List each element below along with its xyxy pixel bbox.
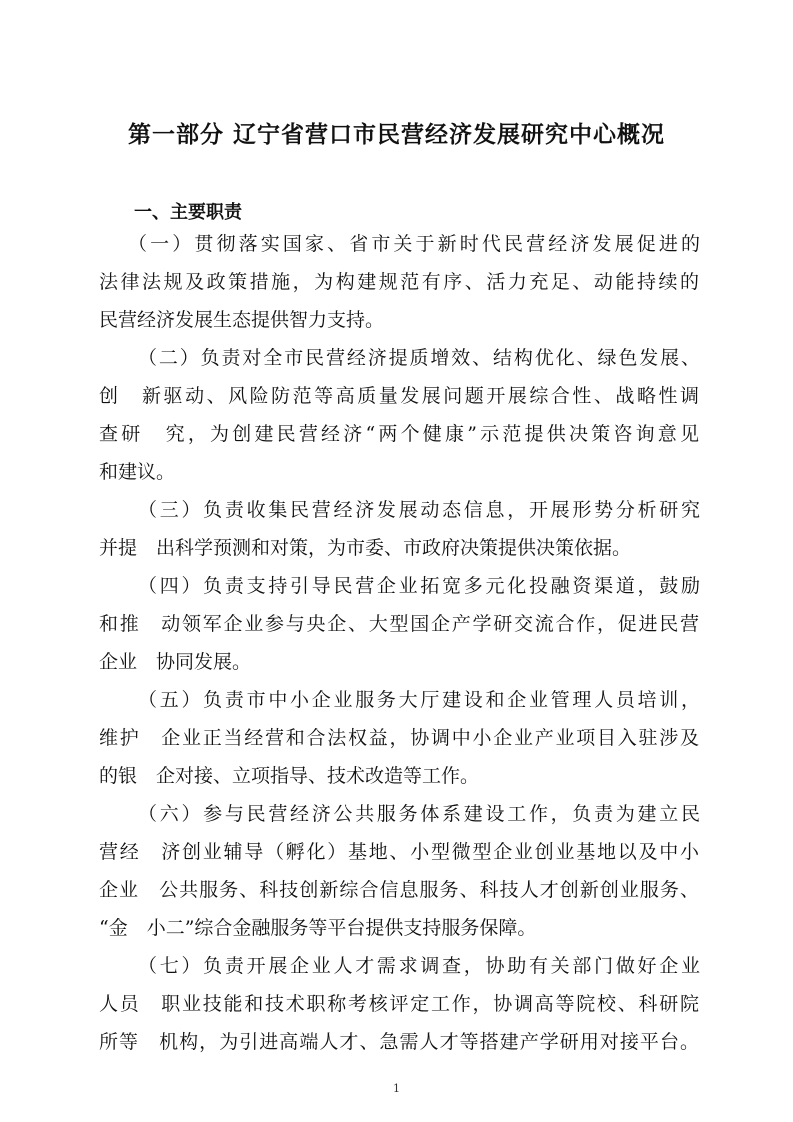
page-number: 1 bbox=[393, 1082, 400, 1095]
paragraph-line: （二）负责对全市民营经济提质增效、结构优化、绿色发展、 bbox=[138, 347, 700, 369]
paragraph-line: 民营经济发展生态提供智力支持。 bbox=[99, 309, 385, 331]
paragraph-line: 并提 出科学预测和对策，为市委、市政府决策提供决策依据。 bbox=[99, 537, 632, 559]
paragraph-line: （一）贯彻落实国家、省市关于新时代民营经济发展促进的 bbox=[128, 233, 700, 255]
paragraph-line: 和推 动领军企业参与央企、大型国企产学研交流合作，促进民营 bbox=[99, 613, 699, 635]
paragraph-line: 营经 济创业辅导（孵化）基地、小型微型企业创业基地以及中小 bbox=[99, 841, 699, 863]
paragraph-line: （五）负责市中小企业服务大厅建设和企业管理人员培训， bbox=[138, 689, 700, 711]
paragraph-line: 查研 究，为创建民营经济“两个健康”示范提供决策咨询意见 bbox=[99, 423, 699, 445]
paragraph-line: 和建议。 bbox=[99, 461, 176, 483]
paragraph-line: “金 小二”综合金融服务等平台提供支持服务保障。 bbox=[99, 917, 537, 939]
paragraph-line: （六）参与民营经济公共服务体系建设工作，负责为建立民 bbox=[138, 803, 700, 825]
paragraph-line: 人员 职业技能和技术职称考核评定工作，协调高等院校、科研院 bbox=[99, 993, 699, 1015]
section-heading: 一、主要职责 bbox=[134, 202, 242, 223]
paragraph-line: 创 新驱动、风险防范等高质量发展问题开展综合性、战略性调 bbox=[99, 385, 699, 407]
paragraph-line: 企业 协同发展。 bbox=[99, 651, 252, 673]
paragraph-line: 企业 公共服务、科技创新综合信息服务、科技人才创新创业服务、 bbox=[99, 879, 699, 901]
paragraph-line: （三）负责收集民营经济发展动态信息，开展形势分析研究 bbox=[138, 499, 700, 521]
paragraph-line: 维护 企业正当经营和合法权益，协调中小企业产业项目入驻涉及 bbox=[99, 727, 699, 749]
paragraph-line: 所等 机构，为引进高端人才、急需人才等搭建产学研用对接平台。 bbox=[99, 1031, 699, 1053]
paragraph-line: （四）负责支持引导民营企业拓宽多元化投融资渠道，鼓励 bbox=[138, 575, 700, 597]
document-title: 第一部分 辽宁省营口市民营经济发展研究中心概况 bbox=[127, 122, 665, 148]
paragraph-line: 法律法规及政策措施，为构建规范有序、活力充足、动能持续的 bbox=[99, 271, 699, 293]
paragraph-line: （七）负责开展企业人才需求调查，协助有关部门做好企业 bbox=[138, 955, 700, 977]
paragraph-line: 的银 企对接、立项指导、技术改造等工作。 bbox=[99, 765, 480, 787]
